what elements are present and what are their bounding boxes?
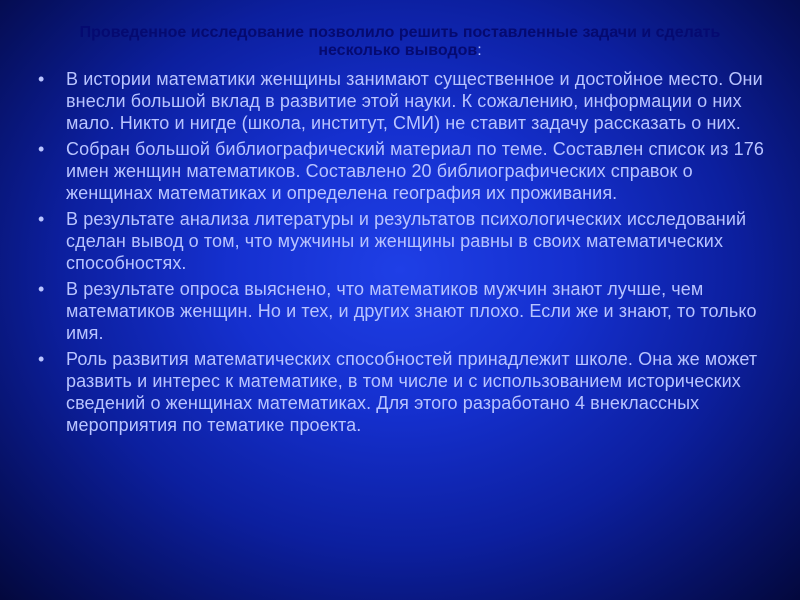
bullet-item (36, 138, 766, 204)
bullet-text: В результате опроса выяснено, что математиков мужчин знают лучше, чем математиков женщин. Но и тех, и других знают плохо. Если же и знают, то только имя. (66, 279, 757, 343)
bullet-text: В результате анализа литературы и результатов психологических исследований сделан вывод о том, что мужчины и женщины равны в своих математических способностях. (66, 209, 747, 273)
bullet-dot-icon: • (38, 139, 45, 159)
bullet-text: В истории математики женщины занимают существенное и достойное место. Они внесли большой вклад в развитие этой науки. К сожалению, информации о них мало. Никто и нигде (школа, институт, СМИ) не ставит задачу рассказать о них. (66, 69, 763, 133)
bullet-dot-icon: • (38, 349, 45, 369)
bullet-item (36, 68, 766, 134)
bullet-dot-icon: • (38, 279, 45, 299)
bullet-item (36, 348, 766, 436)
bullet-item (36, 278, 766, 344)
heading-colon: : (477, 42, 482, 59)
bullet-item (36, 208, 766, 274)
bullet-dot-icon: • (38, 69, 45, 89)
bullet-text: Роль развития математических способностей принадлежит школе. Она же может развить и интерес к математике, в том числе и с использованием исторических сведений о женщинах математиках. Для этого разработано 4 внеклассных мероприятия по тематике проекта. (66, 349, 758, 435)
heading-text: Проведенное исследование позволило решить поставленные задачи и сделать несколько выводов (79, 24, 721, 59)
bullet-list (36, 68, 766, 440)
slide-heading (40, 24, 760, 60)
bullet-dot-icon: • (38, 209, 45, 229)
bullet-text: Собран большой библиографический материал по теме. Составлен список из 176 имен женщин математиков. Составлено 20 библиографических справок о женщинах математиках и определена география их проживания. (66, 139, 764, 203)
